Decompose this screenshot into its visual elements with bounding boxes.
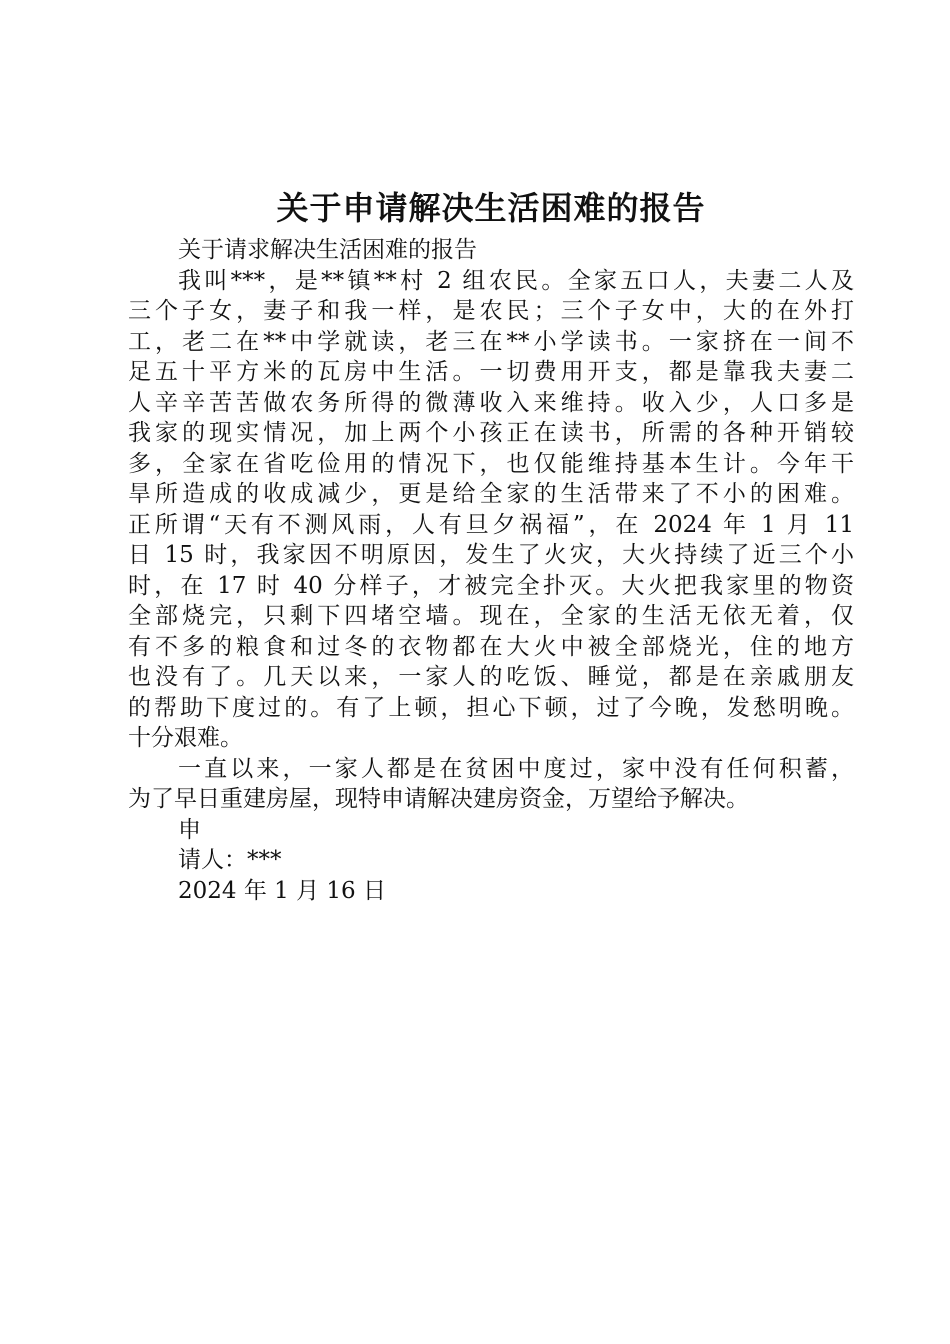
signature-date: 2024 年 1 月 16 日 (178, 877, 386, 904)
paragraph-line: 三个子女，妻子和我一样，是农民；三个子女中，大的在外打 (128, 298, 854, 324)
document-title: 关于申请解决生活困难的报告 (276, 189, 706, 227)
paragraph-line: 多，全家在省吃俭用的情况下，也仅能维持基本生计。今年干 (128, 450, 854, 477)
paragraph-line: 十分艰难。 (128, 725, 243, 751)
paragraph-line: 人辛辛苦苦做农务所得的微薄收入来维持。收入少，人口多是 (128, 389, 854, 416)
paragraph-line: 有不多的粮食和过冬的衣物都在大火中被全部烧光，住的地方 (128, 633, 854, 660)
paragraph-line: 时，在 17 时 40 分样子，才被完全扑灭。大火把我家里的物资 (128, 572, 854, 599)
paragraph-2 (128, 754, 854, 815)
signature-applicant: 请人：*** (178, 847, 282, 873)
paragraph-line: 正所谓“天有不测风雨，人有旦夕祸福”，在 2024 年 1 月 11 (128, 511, 854, 538)
paragraph-line: 我叫***，是**镇**村 2 组农民。全家五口人，夫妻二人及 (178, 267, 854, 294)
document-page (128, 185, 854, 906)
document-subtitle: 关于请求解决生活困难的报告 (178, 237, 477, 263)
document-body (128, 235, 854, 906)
paragraph-line: 为了早日重建房屋，现特申请解决建房资金，万望给予解决。 (128, 786, 749, 812)
paragraph-1 (128, 266, 854, 754)
paragraph-line: 全部烧完，只剩下四堵空墙。现在，全家的生活无依无着，仅 (128, 603, 854, 629)
paragraph-line: 我家的现实情况，加上两个小孩正在读书，所需的各种开销较 (128, 420, 854, 446)
signature-label-1: 申 (178, 816, 201, 843)
paragraph-line: 日 15 时，我家因不明原因，发生了火灾，大火持续了近三个小 (128, 542, 854, 568)
paragraph-line: 足五十平方米的瓦房中生活。一切费用开支，都是靠我夫妻二 (128, 359, 854, 385)
paragraph-line: 也没有了。几天以来，一家人的吃饭、睡觉，都是在亲戚朋友 (128, 664, 854, 690)
paragraph-line: 工，老二在**中学就读，老三在**小学读书。一家挤在一间不 (128, 328, 854, 355)
paragraph-line: 的帮助下度过的。有了上顿，担心下顿，过了今晚，发愁明晚。 (128, 694, 854, 721)
paragraph-line: 旱所造成的收成减少，更是给全家的生活带来了不小的困难。 (128, 481, 854, 507)
paragraph-line: 一直以来，一家人都是在贫困中度过，家中没有任何积蓄， (178, 755, 854, 782)
